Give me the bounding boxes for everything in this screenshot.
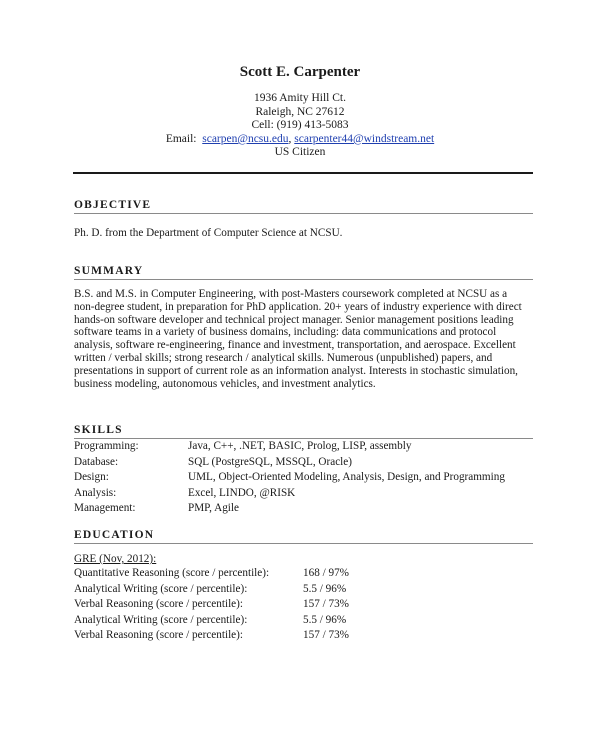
email-line [0,133,600,147]
skills-section [74,423,533,517]
summary-line: analysis, software re-engineering, finance and investment, transportation, and aerospace. Excellent [74,339,516,352]
skill-value: PMP, Agile [188,502,239,514]
objective-text: Ph. D. from the Department of Computer Science at NCSU. [74,227,343,239]
summary-heading: SUMMARY [74,264,533,280]
gre-score-label: Quantitative Reasoning (score / percentile): [74,567,270,579]
skill-value: UML, Object-Oriented Modeling, Analysis, Design, and Programming [188,471,505,483]
skill-label: Management: [74,502,136,514]
gre-score-row [74,628,533,644]
gre-score-row [74,613,533,629]
gre-score-label: Verbal Reasoning (score / percentile): [74,598,243,610]
address-line-1: 1936 Amity Hill Ct. [253,92,346,104]
skill-row-programming [74,439,533,455]
gre-score-row [74,566,533,582]
email-label: Email: [165,132,197,145]
summary-text [74,288,533,390]
skill-row-management [74,501,533,517]
gre-score-label: Analytical Writing (score / percentile): [74,613,248,626]
skill-label: Database: [74,455,119,468]
skill-value: SQL (PostgreSQL, MSSQL, Oracle) [188,455,352,468]
email-separator: , [288,132,292,145]
summary-line: presentations in support of current role as an information analyst. Interests in stochastic simulation, [74,364,518,377]
skill-row-design [74,470,533,486]
email-link-ncsu[interactable]: scarpen@ncsu.edu [202,132,289,145]
skill-row-analysis [74,486,533,502]
summary-line: software teams in a variety of business domains, including: data communications and protocol [74,326,497,339]
email-link-windstream[interactable]: scarpenter44@windstream.net [294,132,435,145]
gre-score-value: 157 / 73% [303,629,349,641]
summary-section [74,264,533,390]
objective-section [74,198,533,240]
skills-heading: SKILLS [74,423,533,439]
gre-score-value: 5.5 / 96% [303,582,347,595]
skill-row-database [74,455,533,471]
skill-label: Design: [74,471,109,483]
summary-line: business modeling, autonomous vehicles, and investment analytics. [74,377,376,390]
gre-score-label: Analytical Writing (score / percentile): [74,582,248,595]
cell-phone: Cell: (919) 413-5083 [251,119,349,132]
summary-line: non-degree student, in preparation for PhD application. 20+ years of industry experience with direct [74,300,522,313]
gre-score-value: 157 / 73% [303,598,349,610]
gre-score-label: Verbal Reasoning (score / percentile): [74,629,243,641]
skill-label: Programming: [74,440,139,452]
summary-line: hands-on software developer and technical project manager. Senior management positions leading [74,313,514,326]
objective-heading: OBJECTIVE [74,198,533,214]
address-line-2: Raleigh, NC 27612 [255,105,345,118]
gre-score-row [74,582,533,598]
skill-value: Excel, LINDO, @RISK [188,486,296,499]
education-heading: EDUCATION [74,528,533,544]
candidate-name: Scott E. Carpenter [239,64,361,80]
skill-value: Java, C++, .NET, BASIC, Prolog, LISP, assembly [188,440,412,452]
skill-label: Analysis: [74,486,117,499]
header-divider [73,172,533,174]
citizenship: US Citizen [274,146,326,159]
education-section [74,528,533,644]
summary-line: written / verbal skills; strong research / analytical skills. Numerous (unpublished) papers, and [74,351,493,364]
gre-score-value: 5.5 / 96% [303,613,347,626]
summary-line: B.S. and M.S. in Computer Engineering, with post-Masters coursework completed at NCSU as a [74,288,508,300]
contact-header [0,63,600,160]
gre-score-value: 168 / 97% [303,567,349,579]
gre-score-row [74,597,533,613]
gre-heading: GRE (Nov, 2012): [74,553,157,565]
